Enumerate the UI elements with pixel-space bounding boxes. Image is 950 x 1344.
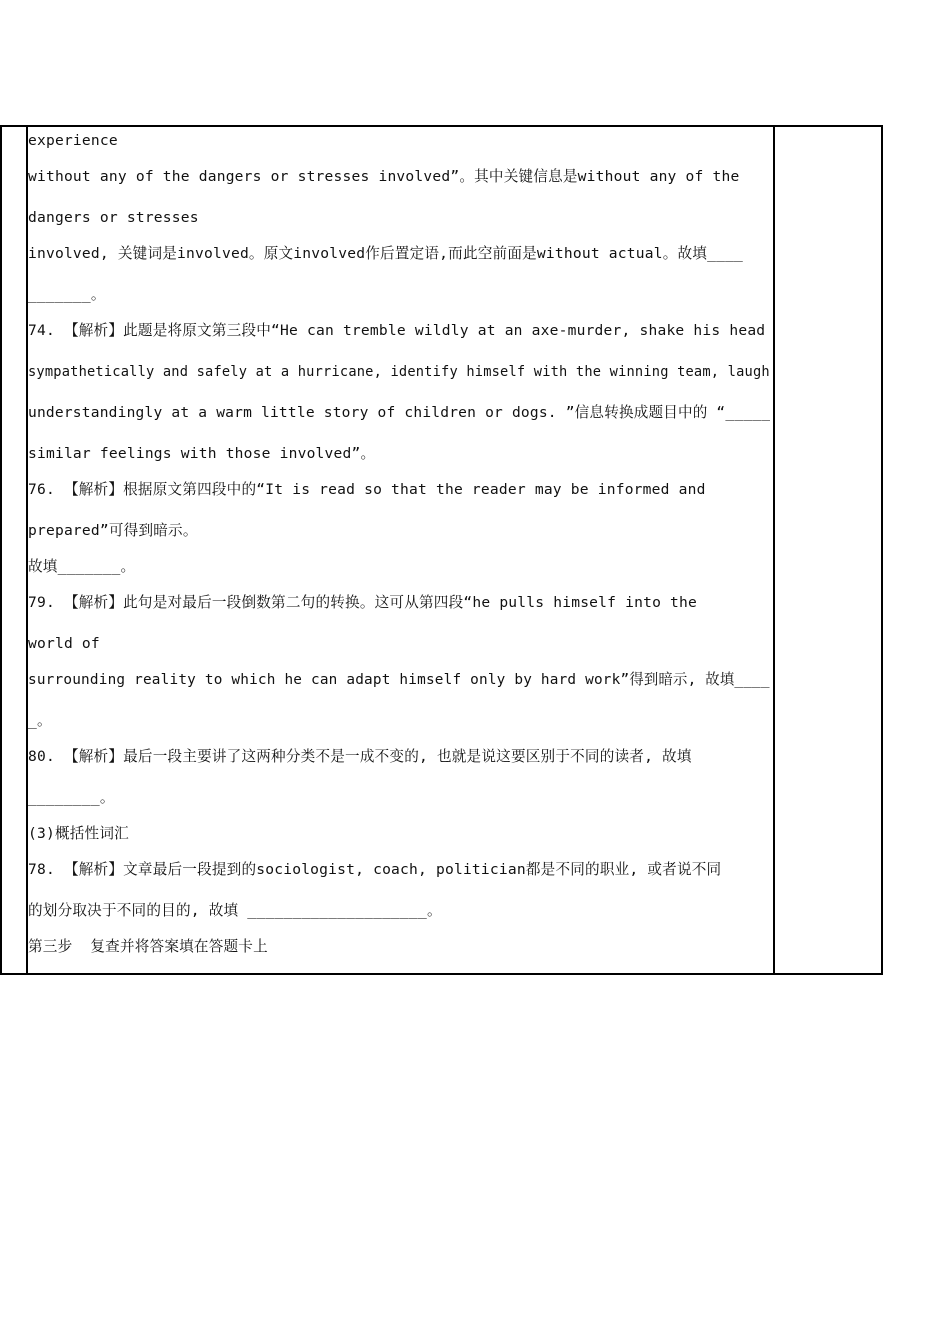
table-inner-right-border — [773, 125, 775, 975]
text-line: 80. 【解析】最后一段主要讲了这两种分类不是一成不变的, 也就是说这要区别于不同的读者, 故填 — [28, 748, 692, 765]
text-line: understandingly at a warm little story of children or dogs. ”信息转换成题目中的 “_____ — [28, 404, 771, 421]
text-line: surrounding reality to which he can adapt himself only by hard work”得到暗示, 故填____ — [28, 671, 770, 688]
text-line: world of — [28, 635, 100, 652]
text-line: similar feelings with those involved”。 — [28, 445, 376, 462]
text-line: 76. 【解析】根据原文第四段中的“It is read so that the reader may be informed and — [28, 481, 706, 498]
step-heading: 第三步 复查并将答案填在答题卡上 — [28, 938, 268, 955]
text-line: sympathetically and safely at a hurricane, identify himself with the winning team, laugh — [28, 363, 770, 380]
text-line: 79. 【解析】此句是对最后一段倒数第二句的转换。这可从第四段“he pulls himself into the — [28, 594, 698, 611]
section-heading: (3)概括性词汇 — [28, 825, 129, 842]
text-line: 74. 【解析】此题是将原文第三段中“He can tremble wildly at an axe-murder, shake his head — [28, 322, 766, 339]
text-line: ________。 — [28, 789, 115, 806]
text-line: without any of the dangers or stresses involved”。其中关键信息是without any of the — [28, 168, 740, 185]
text-line: _______。 — [28, 286, 106, 303]
text-line: 故填_______。 — [28, 558, 136, 575]
text-line: involved, 关键词是involved。原文involved作后置定语,而此空前面是without actual。故填____ — [28, 245, 744, 262]
text-line: 的划分取决于不同的目的, 故填 ____________________。 — [28, 902, 442, 919]
text-line: 78. 【解析】文章最后一段提到的sociologist, coach, politician都是不同的职业, 或者说不同 — [28, 861, 722, 878]
text-line: prepared”可得到暗示。 — [28, 522, 198, 539]
text-line: _。 — [28, 712, 52, 729]
table-left-border — [0, 125, 2, 975]
text-line: experience — [28, 132, 118, 149]
text-line: dangers or stresses — [28, 209, 199, 226]
